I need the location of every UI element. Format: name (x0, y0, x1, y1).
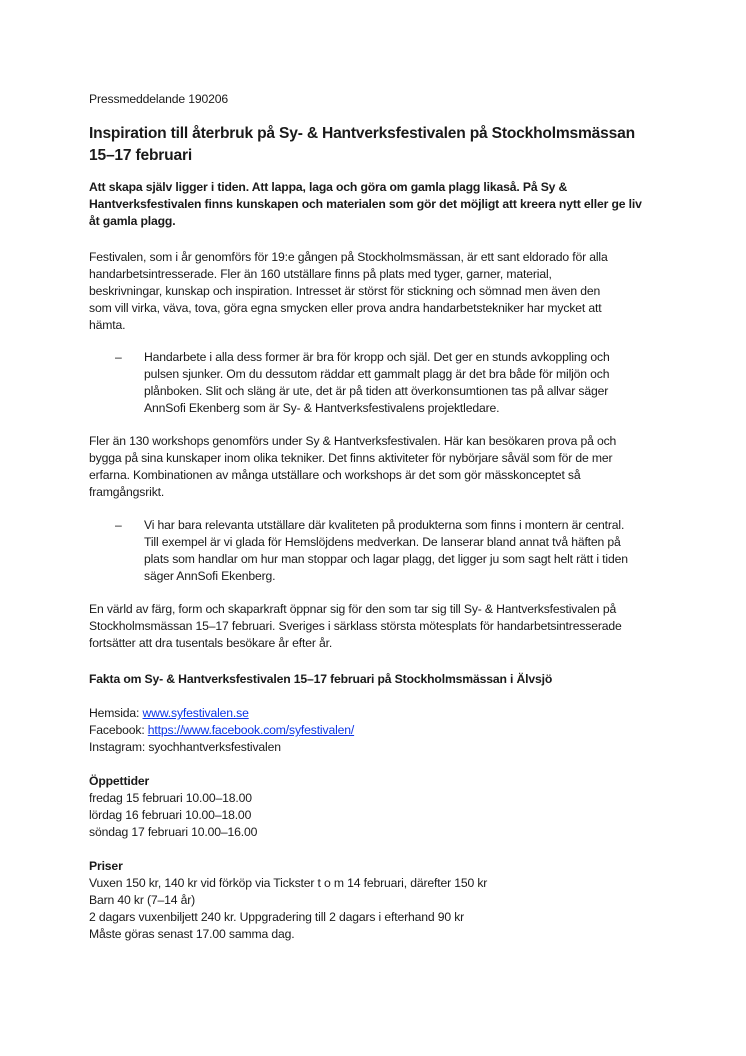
paragraph-line: framgångsrikt. (89, 485, 165, 499)
paragraph-line: erfarna. Kombinationen av många utställare och workshops är det som gör mässkonceptet så (89, 468, 581, 482)
quote-bullet-2 (109, 517, 669, 585)
price-item: Måste göras senast 17.00 samma dag. (89, 927, 295, 941)
paragraph-line: bygga på sina kunskaper inom olika tekniker. Det finns aktiviteter för nybörjare såväl som för de mer (89, 451, 613, 465)
paragraph-line: En värld av färg, form och skaparkraft öppnar sig för den som tar sig till Sy- & Hantverksfestivalen på (89, 602, 617, 616)
paragraph-line: handarbetsintresserade. Fler än 160 utställare finns på plats med tyger, garner, material, (89, 267, 552, 281)
quote-line: Handarbete i alla dess former är bra för kropp och själ. Det ger en stunds avkoppling och (144, 350, 610, 364)
facebook-label: Facebook: (89, 723, 148, 737)
quote-line: AnnSofi Ekenberg som är Sy- & Hantverksfestivalens projektledare. (144, 401, 500, 415)
body-paragraph-1 (89, 249, 608, 334)
opening-hours-item: fredag 15 februari 10.00–18.00 (89, 791, 252, 805)
lead-paragraph (89, 179, 642, 230)
quote-line: pulsen sjunker. Om du dessutom räddar ett gammalt plagg är det bra både för miljön och (144, 367, 610, 381)
paragraph-line: fortsätter att dra tusentals besökare år efter år. (89, 636, 333, 650)
body-paragraph-3 (89, 601, 622, 652)
paragraph-line: som vill virka, väva, tova, göra egna smycken eller prova andra handarbetstekniker har mycket att (89, 301, 602, 315)
opening-hours-section (89, 773, 257, 841)
price-item: Vuxen 150 kr, 140 kr vid förköp via Tickster t o m 14 februari, därefter 150 kr (89, 876, 488, 890)
website-row (89, 705, 354, 722)
prices-section (89, 858, 487, 943)
instagram-row (89, 739, 354, 756)
dash-bullet-icon: – (115, 518, 122, 532)
title-line-1: Inspiration till återbruk på Sy- & Hantverksfestivalen på Stockholmsmässan (89, 125, 635, 142)
dash-bullet-icon: – (115, 350, 122, 364)
lead-line: Hantverksfestivalen finns kunskapen och materialen som gör det möjligt att kreera nytt eller ge liv (89, 197, 642, 211)
paragraph-line: Stockholmsmässan 15–17 februari. Sveriges i särklass största mötesplats för handarbetsintresserade (89, 619, 622, 633)
paragraph-line: Festivalen, som i år genomförs för 19:e gången på Stockholmsmässan, är ett sant eldorado för alla (89, 250, 608, 264)
instagram-label: Instagram: (89, 740, 149, 754)
quote-line: säger AnnSofi Ekenberg. (144, 569, 276, 583)
prices-heading: Priser (89, 859, 123, 873)
opening-hours-heading: Öppettider (89, 774, 150, 788)
paragraph-line: beskrivningar, kunskap och inspiration. Intresset är störst för stickning och sömnad men även den (89, 284, 601, 298)
facebook-link[interactable]: https://www.facebook.com/syfestivalen/ (147, 723, 355, 737)
facts-heading: Fakta om Sy- & Hantverksfestivalen 15–17 februari på Stockholmsmässan i Älvsjö (89, 672, 553, 686)
title-line-2: 15–17 februari (89, 147, 192, 164)
instagram-handle: syochhantverksfestivalen (148, 740, 281, 754)
website-label: Hemsida: (89, 706, 143, 720)
price-item: Barn 40 kr (7–14 år) (89, 893, 196, 907)
paragraph-line: hämta. (89, 318, 126, 332)
opening-hours-item: lördag 16 februari 10.00–18.00 (89, 808, 252, 822)
quote-line: Vi har bara relevanta utställare där kvaliteten på produkterna som finns i montern är central. (144, 518, 625, 532)
lead-line: Att skapa själv ligger i tiden. Att lappa, laga och göra om gamla plagg likaså. På Sy & (89, 180, 568, 194)
lead-line: åt gamla plagg. (89, 214, 176, 228)
paragraph-line: Fler än 130 workshops genomförs under Sy & Hantverksfestivalen. Här kan besökaren prova på och (89, 434, 617, 448)
press-release-label: Pressmeddelande 190206 (89, 92, 228, 106)
opening-hours-item: söndag 17 februari 10.00–16.00 (89, 825, 258, 839)
quote-line: plånboken. Slit och släng är ute, det är på tiden att överkonsumtionen tas på allvar säger (144, 384, 609, 398)
page-title (89, 123, 635, 167)
website-link[interactable]: www.syfestivalen.se (142, 706, 249, 720)
links-section (89, 705, 354, 756)
price-item: 2 dagars vuxenbiljett 240 kr. Uppgradering till 2 dagars i efterhand 90 kr (89, 910, 465, 924)
quote-line: Till exempel är vi glada för Hemslöjdens medverkan. De lanserar bland annat två häften på (144, 535, 621, 549)
facebook-row (89, 722, 354, 739)
quote-line: plats som handlar om hur man stoppar och lagar plagg, det ligger ju som sagt helt rätt i tiden (144, 552, 628, 566)
body-paragraph-2 (89, 433, 616, 501)
quote-bullet-1 (109, 349, 669, 417)
